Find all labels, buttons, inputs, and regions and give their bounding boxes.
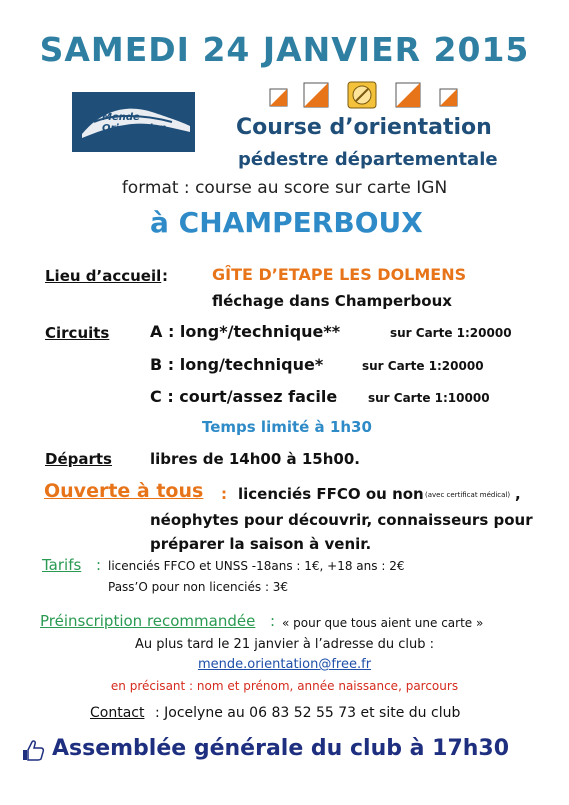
circuit-a: A : long*/technique** — [150, 322, 341, 341]
departs-value: libres de 14h00 à 15h00. — [150, 450, 360, 468]
circuit-a-map: sur Carte 1:20000 — [390, 326, 512, 340]
tarifs-line2: Pass’O pour non licenciés : 3€ — [108, 580, 289, 594]
ouverte-line2: néophytes pour découvrir, connaisseurs pour — [150, 511, 533, 529]
course-subtitle: pédestre départementale — [238, 149, 498, 170]
tarifs-line1: licenciés FFCO et UNSS -18ans : 1€, +18 ans : 2€ — [108, 559, 405, 573]
lieu-label: Lieu d’accueil — [45, 267, 162, 285]
flag-icon — [440, 89, 457, 106]
ouverte-colon: : — [221, 485, 227, 503]
lieu-sub: fléchage dans Champerboux — [212, 292, 452, 310]
circuits-label: Circuits — [45, 324, 110, 342]
lieu-colon: : — [162, 267, 168, 285]
preinscription-colon: : — [270, 612, 276, 630]
preinscription-details: en précisant : nom et prénom, année naissance, parcours — [110, 679, 459, 693]
thumbs-up-icon — [20, 738, 48, 762]
preinscription-label: Préinscription recommandée — [40, 612, 256, 630]
logo-text: Mende Orientation — [102, 112, 167, 134]
flag-icon — [270, 89, 287, 106]
ouverte-line3: préparer la saison à venir. — [150, 535, 372, 553]
circuit-b-map: sur Carte 1:20000 — [362, 359, 484, 373]
circuit-c-map: sur Carte 1:10000 — [368, 391, 490, 405]
course-title: Course d’orientation — [236, 115, 492, 140]
ouverte-line1: licenciés FFCO ou non — [238, 485, 424, 503]
ouverte-comma: , — [515, 485, 521, 503]
club-logo — [72, 92, 195, 152]
assembly-announcement: Assemblée générale du club à 17h30 — [52, 736, 510, 761]
departs-label: Départs — [45, 450, 112, 468]
tarifs-label: Tarifs — [42, 556, 82, 574]
event-place: à CHAMPERBOUX — [150, 206, 423, 239]
contact-text: : Jocelyne au 06 83 52 55 73 et site du club — [155, 705, 461, 721]
preinscription-deadline: Au plus tard le 21 janvier à l’adresse du club : — [134, 637, 435, 652]
tarifs-colon: : — [96, 556, 102, 574]
orienteering-flags — [268, 80, 468, 110]
lieu-value: GÎTE D’ETAPE LES DOLMENS — [212, 265, 467, 284]
time-limit: Temps limité à 1h30 — [202, 418, 372, 436]
compass-icon — [348, 82, 376, 108]
circuit-b: B : long/technique* — [150, 355, 324, 374]
flag-icon — [304, 83, 328, 107]
course-format: format : course au score sur carte IGN — [121, 178, 448, 198]
preinscription-quote: « pour que tous aient une carte » — [282, 616, 484, 630]
circuit-c: C : court/assez facile — [150, 387, 338, 406]
contact-label: Contact — [90, 705, 145, 721]
ouverte-note: (avec certificat médical) — [425, 491, 511, 499]
ouverte-label: Ouverte à tous — [44, 480, 204, 502]
club-email-link[interactable]: mende.orientation@free.fr — [197, 657, 372, 672]
page-title: SAMEDI 24 JANVIER 2015 — [39, 30, 530, 69]
flag-icon — [396, 83, 420, 107]
